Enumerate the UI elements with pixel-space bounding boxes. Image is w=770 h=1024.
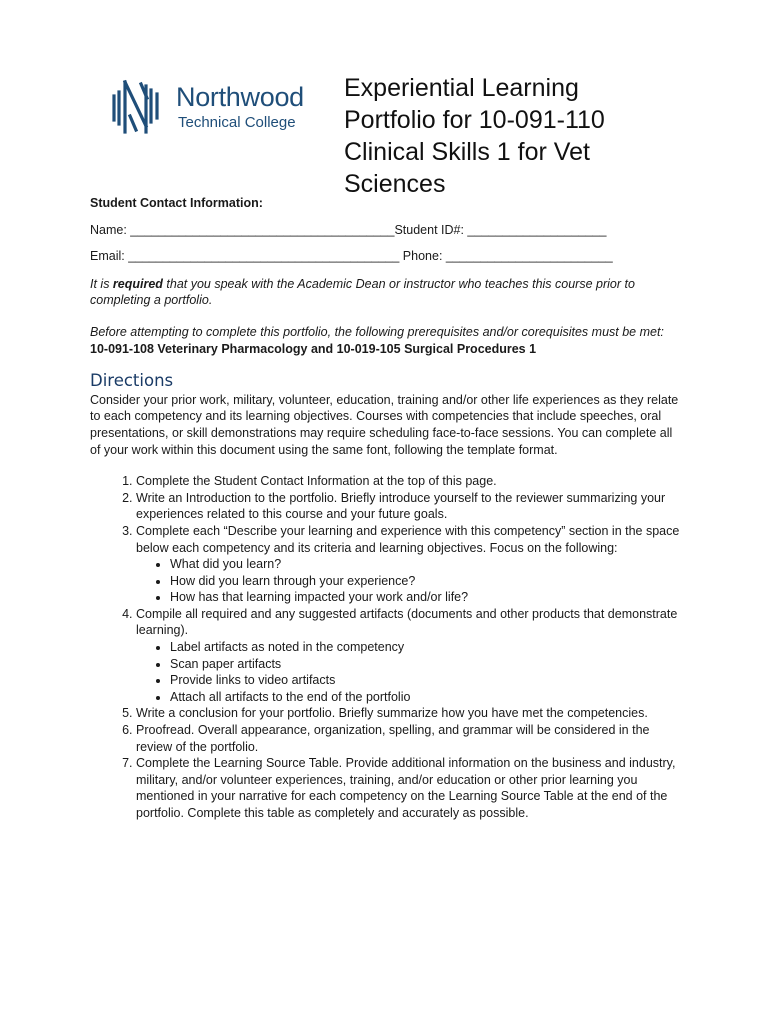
step4-bullets — [136, 639, 685, 705]
list-item: • Label artifacts as noted in the competency — [170, 639, 685, 656]
step-text: Complete the Student Contact Information at the top of this page. — [136, 474, 497, 489]
directions-paragraph: Consider your prior work, military, volunteer, education, training and/or other life experiences as they relate to each competency and its learning objectives. Courses with competencies that include speeches, oral presentations, or skill demonstrations may require scheduling face-to-face sessions. You can complete all of your work within this document using the same font, following the template format. — [90, 392, 679, 457]
logo-subtitle: Technical College — [178, 114, 296, 131]
requirement-emphasis: required — [112, 276, 163, 291]
northwood-logo-icon — [108, 76, 170, 138]
title-line: Sciences — [344, 170, 446, 198]
prerequisite-courses: 10-091-108 Veterinary Pharmacology and 10-019-105 Surgical Procedures 1 — [90, 341, 537, 356]
list-item: • Provide links to video artifacts — [170, 672, 685, 689]
directions-steps — [90, 473, 685, 821]
list-item: • How has that learning impacted your work and/or life? — [170, 589, 685, 606]
list-item: • Attach all artifacts to the end of the portfolio — [170, 689, 685, 706]
list-item — [136, 705, 685, 722]
logo-name: Northwood — [176, 82, 304, 112]
step-text: Write an Introduction to the portfolio. Briefly introduce yourself to the reviewer summarizing your experiences related to this course and your future goals. — [136, 490, 666, 522]
college-logo — [108, 76, 320, 138]
title-line: Experiential Learning — [344, 74, 579, 102]
contact-heading: Student Contact Information: — [90, 196, 263, 210]
document-body — [90, 195, 685, 822]
name-id-field-line[interactable]: Name: ______________________________________Student ID#: ____________________ — [90, 222, 607, 237]
directions-heading: Directions — [90, 371, 174, 391]
requirement-note — [90, 276, 685, 309]
list-item — [136, 722, 685, 755]
list-item — [136, 523, 685, 606]
list-item — [136, 755, 685, 821]
step-text: Write a conclusion for your portfolio. Briefly summarize how you have met the competencies. — [136, 706, 648, 721]
step-text: Complete each “Describe your learning and experience with this competency” section in the space below each competency and its criteria and learning objectives. Focus on the following: — [136, 523, 680, 555]
step-text: Compile all required and any suggested artifacts (documents and other products that demonstrate learning). — [136, 606, 678, 638]
list-item: • What did you learn? — [170, 556, 685, 573]
list-item — [136, 473, 685, 490]
prerequisite-intro: Before attempting to complete this portfolio, the following prerequisites and/or corequisites must be met: — [90, 324, 664, 339]
title-line: Clinical Skills 1 for Vet — [344, 138, 590, 166]
requirement-text: It is — [90, 276, 113, 291]
list-item: • How did you learn through your experience? — [170, 573, 685, 590]
step-text: Complete the Learning Source Table. Provide additional information on the business and industry, military, and/or volunteer experiences, training, and/or education or other prior learning you mentioned in your narrative for each competency on the Learning Source Table at the end of the portfolio. Complete this table as completely and accurately as possible. — [136, 756, 676, 820]
requirement-text: that you speak with the Academic Dean or instructor who teaches this course prior to completing a portfolio. — [90, 276, 635, 308]
title-line: Portfolio for 10-091-110 — [344, 106, 605, 134]
list-item — [136, 606, 685, 706]
page-title — [344, 72, 744, 200]
list-item — [136, 490, 685, 523]
list-item: • Scan paper artifacts — [170, 656, 685, 673]
step-text: Proofread. Overall appearance, organization, spelling, and grammar will be considered in the review of the portfolio. — [136, 723, 650, 754]
step3-bullets — [136, 556, 685, 606]
email-phone-field-line[interactable]: Email: _______________________________________ Phone: ________________________ — [90, 249, 613, 264]
